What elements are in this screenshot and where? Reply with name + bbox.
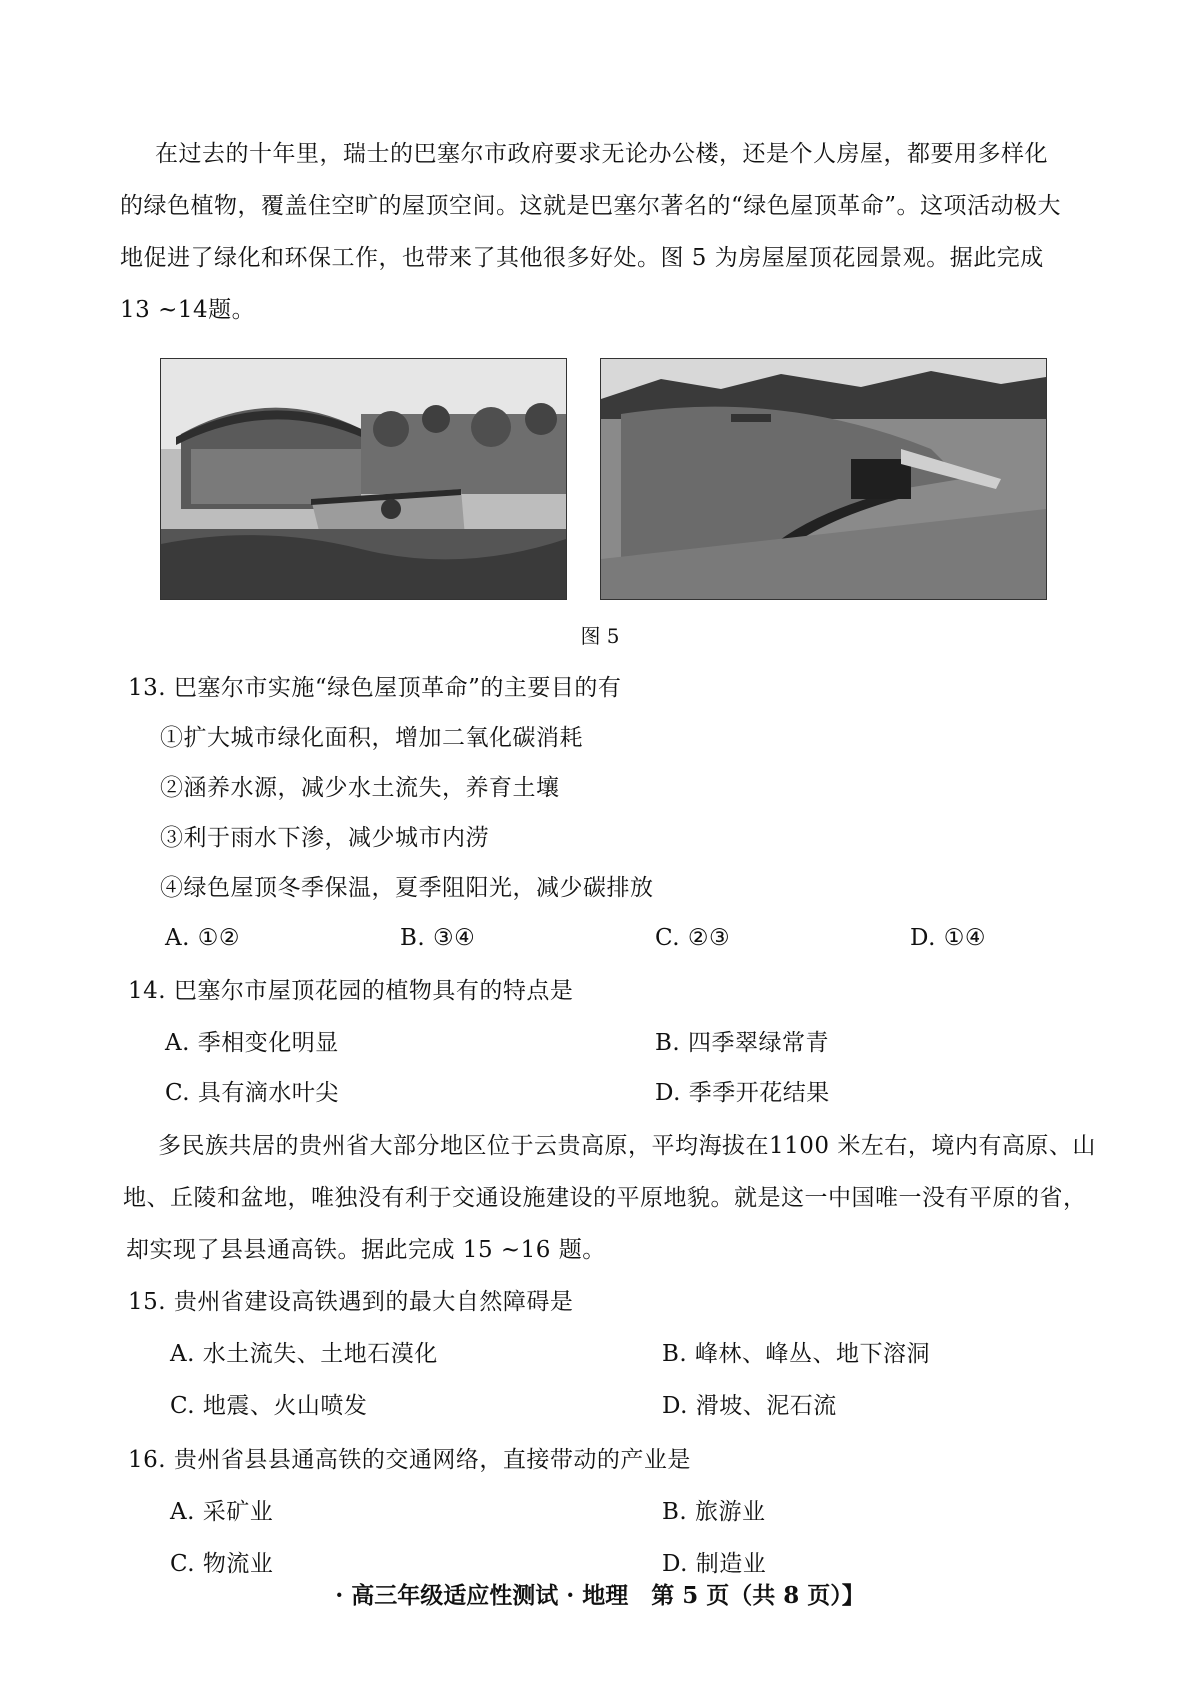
q13-stem: 13. 巴塞尔市实施“绿色屋顶革命”的主要目的有 [128,675,622,701]
figure-5 [160,358,1045,598]
q15-option-d: D. 滑坡、泥石流 [662,1393,837,1419]
intro1-line1: 在过去的十年里，瑞士的巴塞尔市政府要求无论办公楼，还是个人房屋，都要用多样化 [155,141,1048,167]
q13-option-a: A. ①② [165,925,240,951]
q13-option-c: C. ②③ [655,925,731,951]
intro1-line2: 的绿色植物，覆盖住空旷的屋顶空间。这就是巴塞尔著名的“绿色屋顶革命”。这项活动极大 [120,193,1062,219]
q13-option-d: D. ①④ [910,925,986,951]
q16-option-c: C. 物流业 [170,1551,274,1577]
intro2-line1: 多民族共居的贵州省大部分地区位于云贵高原，平均海拔在1100 米左右，境内有高原、山 [158,1133,1096,1159]
q16-option-d: D. 制造业 [662,1551,767,1577]
q15-stem: 15. 贵州省建设高铁遇到的最大自然障碍是 [128,1289,574,1315]
q16-option-b: B. 旅游业 [662,1499,766,1525]
intro2-line2: 地、丘陵和盆地，唯独没有利于交通设施建设的平原地貌。就是这一中国唯一没有平原的省， [123,1185,1087,1211]
q13-item-4: ④绿色屋顶冬季保温，夏季阻阳光，减少碳排放 [160,875,654,901]
intro1-line3: 地促进了绿化和环保工作，也带来了其他很多好处。图 5 为房屋屋顶花园景观。据此完成 [120,245,1044,271]
page-footer: · 高三年级适应性测试 · 地理 第 5 页（共 8 页）】 [335,1582,865,1609]
q14-stem: 14. 巴塞尔市屋顶花园的植物具有的特点是 [128,978,574,1004]
roof-garden-photo-left [160,358,567,600]
q14-option-c: C. 具有滴水叶尖 [165,1080,339,1106]
q14-option-a: A. 季相变化明显 [165,1030,339,1056]
q13-option-b: B. ③④ [400,925,476,951]
q16-stem: 16. 贵州省县县通高铁的交通网络，直接带动的产业是 [128,1447,691,1473]
q15-option-a: A. 水土流失、土地石漠化 [170,1341,438,1367]
q15-option-c: C. 地震、火山喷发 [170,1393,368,1419]
q15-option-b: B. 峰林、峰丛、地下溶洞 [662,1341,931,1367]
intro1-line4: 13 ~14题。 [120,297,256,323]
q14-option-d: D. 季季开花结果 [655,1080,830,1106]
q14-option-b: B. 四季翠绿常青 [655,1030,830,1056]
intro2-line3: 却实现了县县通高铁。据此完成 15 ~16 题。 [126,1237,606,1263]
roof-garden-photo-right-image [601,359,1046,599]
roof-garden-photo-right [600,358,1047,600]
q16-option-a: A. 采矿业 [170,1499,274,1525]
q13-item-1: ①扩大城市绿化面积，增加二氧化碳消耗 [160,725,583,751]
q13-item-2: ②涵养水源，减少水土流失，养育土壤 [160,775,560,801]
figure-caption: 图 5 [580,624,620,648]
q13-item-3: ③利于雨水下渗，减少城市内涝 [160,825,489,851]
roof-garden-photo-left-image [161,359,566,599]
